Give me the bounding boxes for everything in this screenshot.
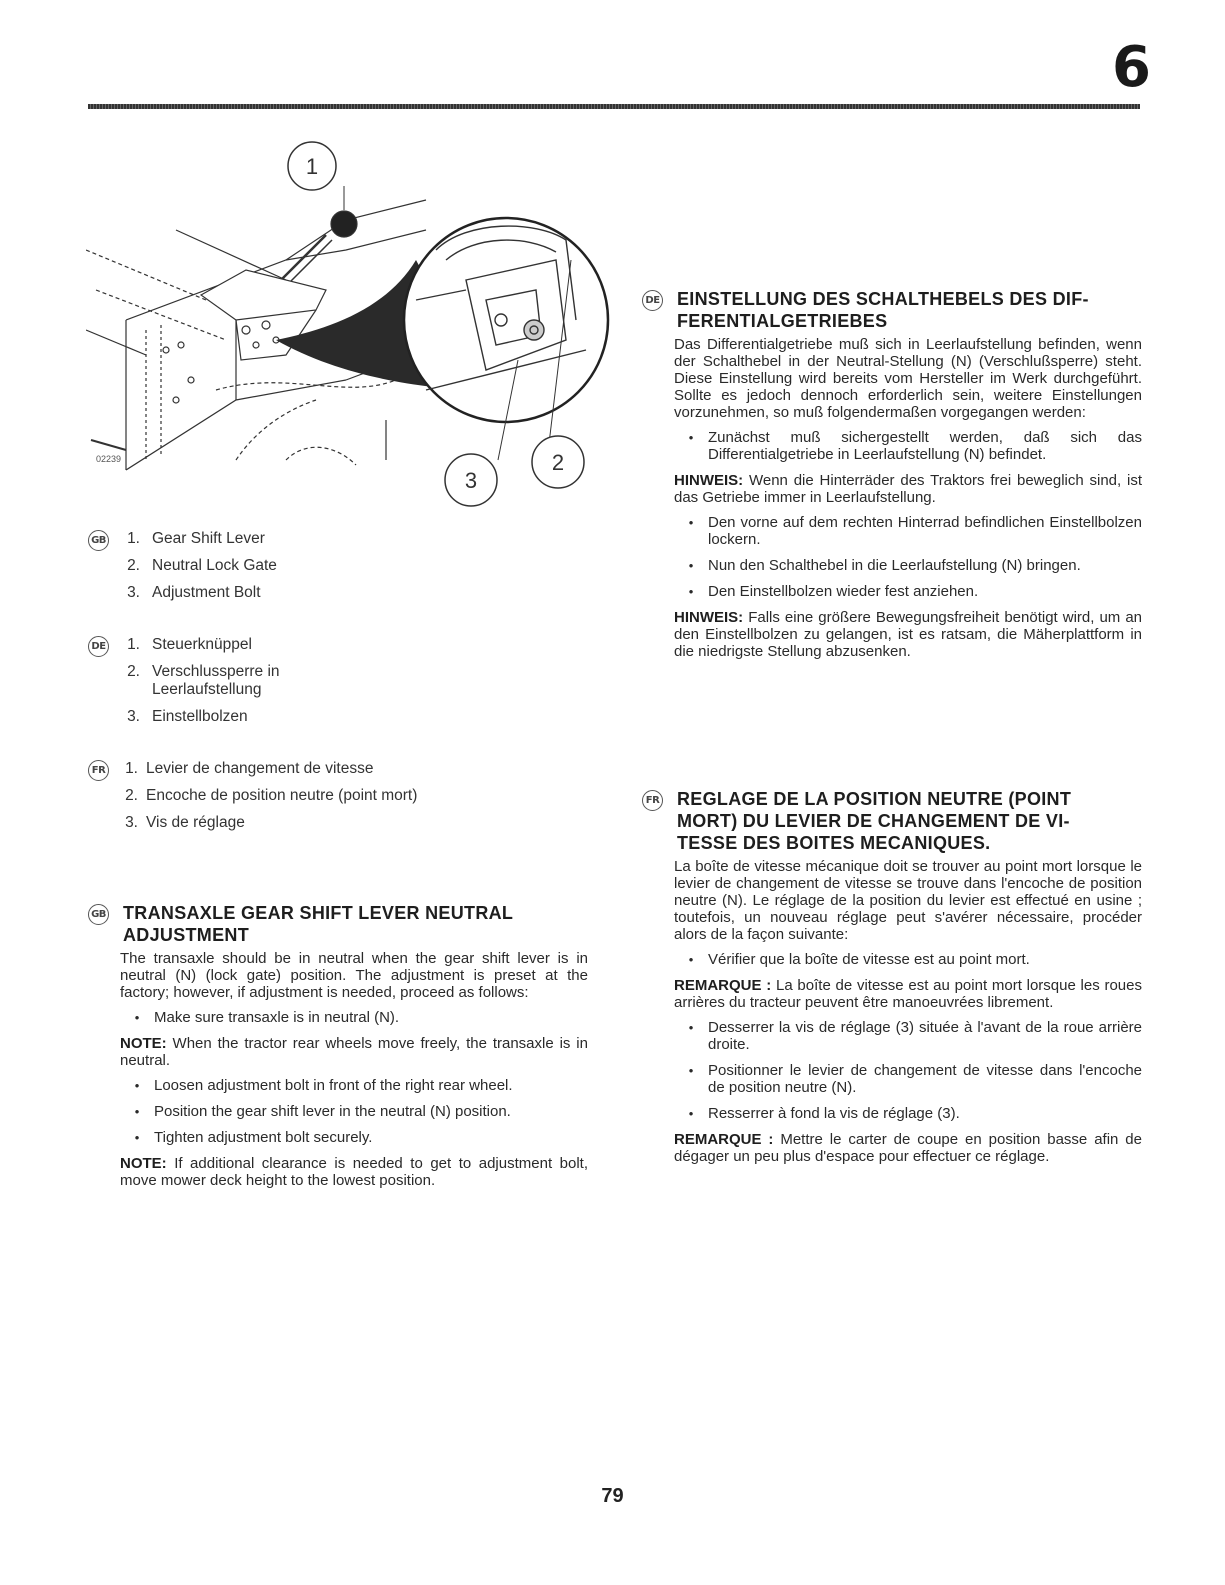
gb-language-badge: GB (88, 530, 109, 551)
list-item: • Resserrer à fond la vis de réglage (3). (688, 1105, 960, 1122)
list-item: • Make sure transaxle is in neutral (N). (134, 1009, 400, 1026)
gb-section (88, 902, 588, 1197)
fr-note-2: REMARQUE : Mettre le carter de coupe en position basse afin de dégager un peu plus d'espace pour effectuer ce réglage. (674, 1131, 1142, 1165)
de-language-badge: DE (88, 636, 109, 657)
list-item: • Den vorne auf dem rechten Hinterrad befindlichen Einstellbolzen lockern. (688, 514, 1142, 548)
list-item: • Vérifier que la boîte de vitesse est au point mort. (688, 951, 1030, 968)
gb-language-badge: GB (88, 904, 109, 925)
legend-fr (88, 760, 588, 841)
de-intro: Das Differentialgetriebe muß sich in Leerlaufstellung befinden, wenn der Schalthebel in der Neutral-Stellung (N) (Verschlußsperre) steht. Diese Einstellung wird bereits vom Hersteller im Werk durchgeführt. Sollte es jedoch dennoch erforderlich sein, weitere Einstellungen vorzunehmen, so muß folgendermaßen vorgegangen werden: (674, 336, 1142, 421)
legend-item: 2. Encoche de position neutre (point mort) (125, 787, 418, 804)
gb-intro: The transaxle should be in neutral when the gear shift lever is in neutral (N) (lock gate) position. The adjustment is preset at the factory; however, if adjustment is needed, proceed as follows: (120, 950, 588, 1001)
legend-item: 3. Adjustment Bolt (127, 584, 261, 601)
svg-text:2: 2 (551, 450, 565, 475)
legend-item: 3. Vis de réglage (125, 814, 245, 831)
chapter-number: 6 (1112, 35, 1151, 100)
header-rule (88, 104, 1140, 109)
figure-code: 02239 (96, 454, 122, 464)
fr-language-badge: FR (88, 760, 109, 781)
list-item: • Position the gear shift lever in the neutral (N) position. (134, 1103, 511, 1120)
list-item: • Tighten adjustment bolt securely. (134, 1129, 373, 1146)
legend-item: 1. Gear Shift Lever (127, 530, 265, 547)
list-item: • Loosen adjustment bolt in front of the right rear wheel. (134, 1077, 513, 1094)
list-item: • Desserrer la vis de réglage (3) située à l'avant de la roue arrière droite. (688, 1019, 1142, 1053)
de-section (642, 288, 1142, 668)
gb-note-1: NOTE: When the tractor rear wheels move freely, the transaxle is in neutral. (120, 1035, 588, 1069)
legend-item: 3. Einstellbolzen (127, 708, 248, 725)
legend-item: 2. Neutral Lock Gate (127, 557, 277, 574)
de-language-badge: DE (642, 290, 663, 311)
fr-note-1: REMARQUE : La boîte de vitesse est au point mort lorsque les roues arrières du tracteur peuvent être manoeuvrées librement. (674, 977, 1142, 1011)
fr-language-badge: FR (642, 790, 663, 811)
legend-item: 2. Verschlussperre in Leerlaufstellung (127, 663, 280, 698)
legend-item: 1. Levier de changement de vitesse (125, 760, 374, 777)
de-heading: DE EINSTELLUNG DES SCHALTHEBELS DES DIF- FERENTIALGETRIEBES (642, 288, 1142, 332)
fr-section (642, 788, 1142, 1173)
list-item: • Positionner le levier de changement de vitesse dans l'encoche de position neutre (N). (688, 1062, 1142, 1096)
list-item: • Nun den Schalthebel in die Leerlaufstellung (N) bringen. (688, 557, 1081, 574)
page-number: 79 (601, 1485, 624, 1507)
svg-text:3: 3 (464, 468, 478, 493)
de-note-2: HINWEIS: Falls eine größere Bewegungsfreiheit benötigt wird, um an den Einstellbolzen zu gelangen, ist es ratsam, die Mäherplattform in die niedrigste Stellung abzusenken. (674, 609, 1142, 660)
gb-heading: GB TRANSAXLE GEAR SHIFT LEVER NEUTRAL ADJUSTMENT (88, 902, 588, 946)
legend-gb (88, 530, 588, 611)
fr-heading: FR REGLAGE DE LA POSITION NEUTRE (POINT MORT) DU LEVIER DE CHANGEMENT DE VI- TESSE DES BOITES MECANIQUES. (642, 788, 1142, 854)
legend-de (88, 636, 388, 735)
gear-shift-lever-illustration (86, 140, 616, 520)
list-item: • Zunächst muß sichergestellt werden, daß sich das Differentialgetriebe in Leerlaufstellung (N) befindet. (688, 429, 1142, 463)
fr-intro: La boîte de vitesse mécanique doit se trouver au point mort lorsque le levier de changement de vitesse se trouve dans l'encoche de position neutre (N). Le réglage de la position du levier est effectué en usine ; toutefois, un nouveau réglage peut s'avérer nécessaire, procéder alors de la façon suivante: (674, 858, 1142, 943)
svg-text:1: 1 (305, 154, 319, 179)
gb-note-2: NOTE: If additional clearance is needed to get to adjustment bolt, move mower deck height to the lowest position. (120, 1155, 588, 1189)
legend-item: 1. Steuerknüppel (127, 636, 252, 653)
de-note-1: HINWEIS: Wenn die Hinterräder des Traktors frei beweglich sind, ist das Getriebe immer in Leerlaufstellung. (674, 472, 1142, 506)
list-item: • Den Einstellbolzen wieder fest anziehen. (688, 583, 979, 600)
